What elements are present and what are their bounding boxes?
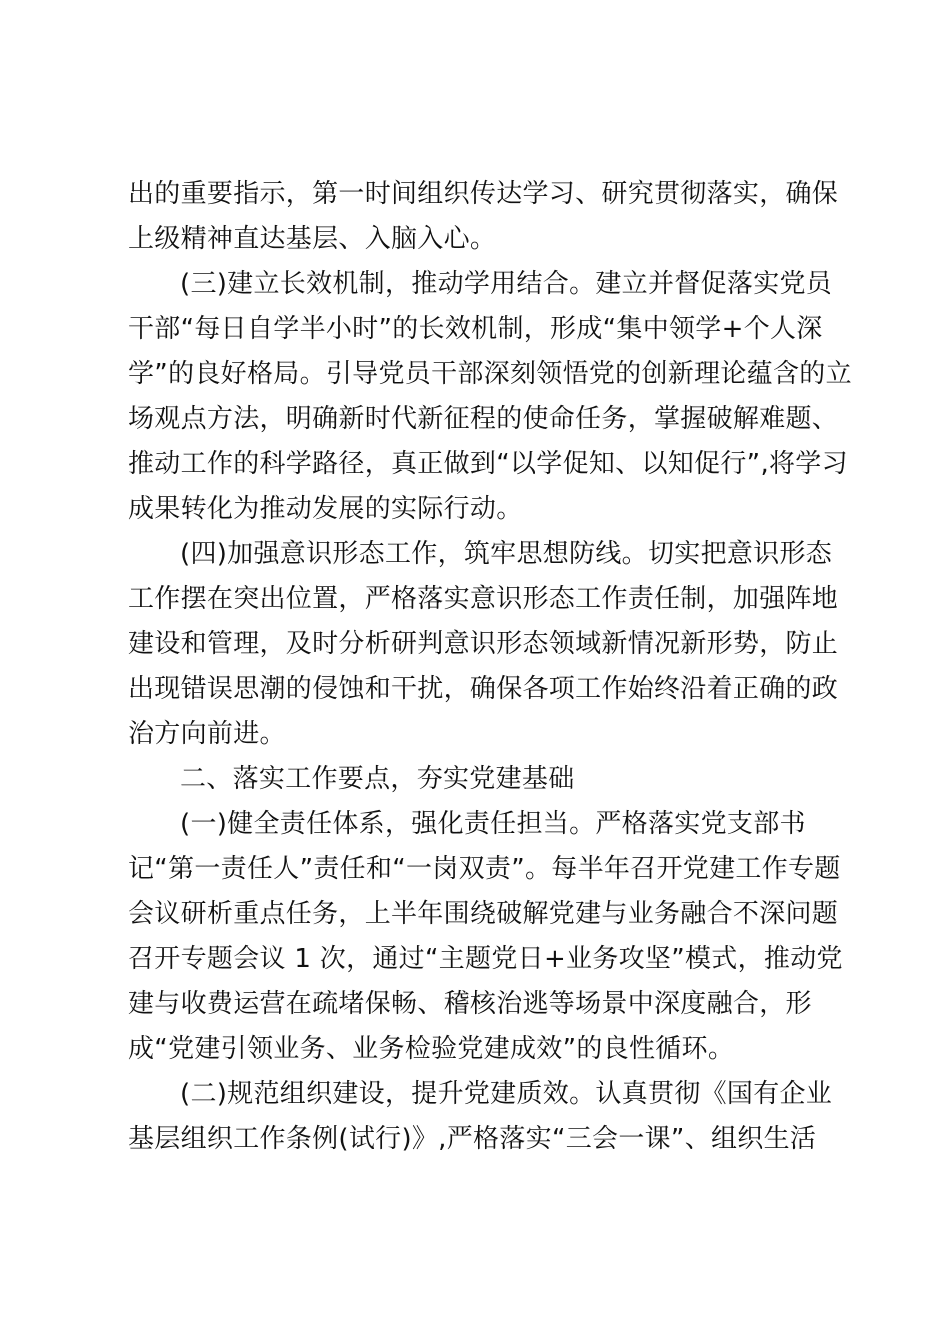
body-text-line: 会议研析重点任务，上半年围绕破解党建与业务融合不深问题 [128, 899, 839, 929]
section-heading-4: (四)加强意识形态工作，筑牢思想防线。切实把意识形态 [180, 539, 833, 569]
body-text-line: 成果转化为推动发展的实际行动。 [128, 494, 523, 524]
section-heading-1: (一)健全责任体系，强化责任担当。严格落实党支部书 [180, 809, 806, 839]
body-text-line: 召开专题会议 1 次，通过“主题党日+业务攻坚”模式，推动党 [128, 944, 843, 974]
body-text-line: 干部“每日自学半小时”的长效机制，形成“集中领学+个人深 [128, 314, 823, 344]
body-text-line: 建与收费运营在疏堵保畅、稽核治逃等场景中深度融合，形 [128, 989, 812, 1019]
body-text-line: 成“党建引领业务、业务检验党建成效”的良性循环。 [128, 1034, 735, 1064]
body-text-line: 推动工作的科学路径，真正做到“以学促知、以知促行”,将学习 [128, 449, 848, 479]
section-heading-2: (二)规范组织建设，提升党建质效。认真贯彻《国有企业 [180, 1079, 833, 1109]
body-text-line: 记“第一责任人”责任和“一岗双责”。每半年召开党建工作专题 [128, 854, 841, 884]
body-text-line: 出的重要指示，第一时间组织传达学习、研究贯彻落实，确保 [128, 179, 839, 209]
body-text-line: 场观点方法，明确新时代新征程的使命任务，掌握破解难题、 [128, 404, 839, 434]
body-text-line: 建设和管理，及时分析研判意识形态领域新情况新形势，防止 [128, 629, 839, 659]
body-text-line: 治方向前进。 [128, 719, 286, 749]
body-text-line: 出现错误思潮的侵蚀和干扰，确保各项工作始终沿着正确的政 [128, 674, 839, 704]
body-text-line: 学”的良好格局。引导党员干部深刻领悟党的创新理论蕴含的立 [128, 359, 852, 389]
chapter-heading-2: 二、落实工作要点，夯实党建基础 [180, 764, 575, 794]
section-heading-3: (三)建立长效机制，推动学用结合。建立并督促落实党员 [180, 269, 833, 299]
body-text-line: 工作摆在突出位置，严格落实意识形态工作责任制，加强阵地 [128, 584, 839, 614]
body-text-line: 基层组织工作条例(试行)》,严格落实“三会一课”、组织生活 [128, 1124, 817, 1154]
body-text-line: 上级精神直达基层、入脑入心。 [128, 224, 497, 254]
